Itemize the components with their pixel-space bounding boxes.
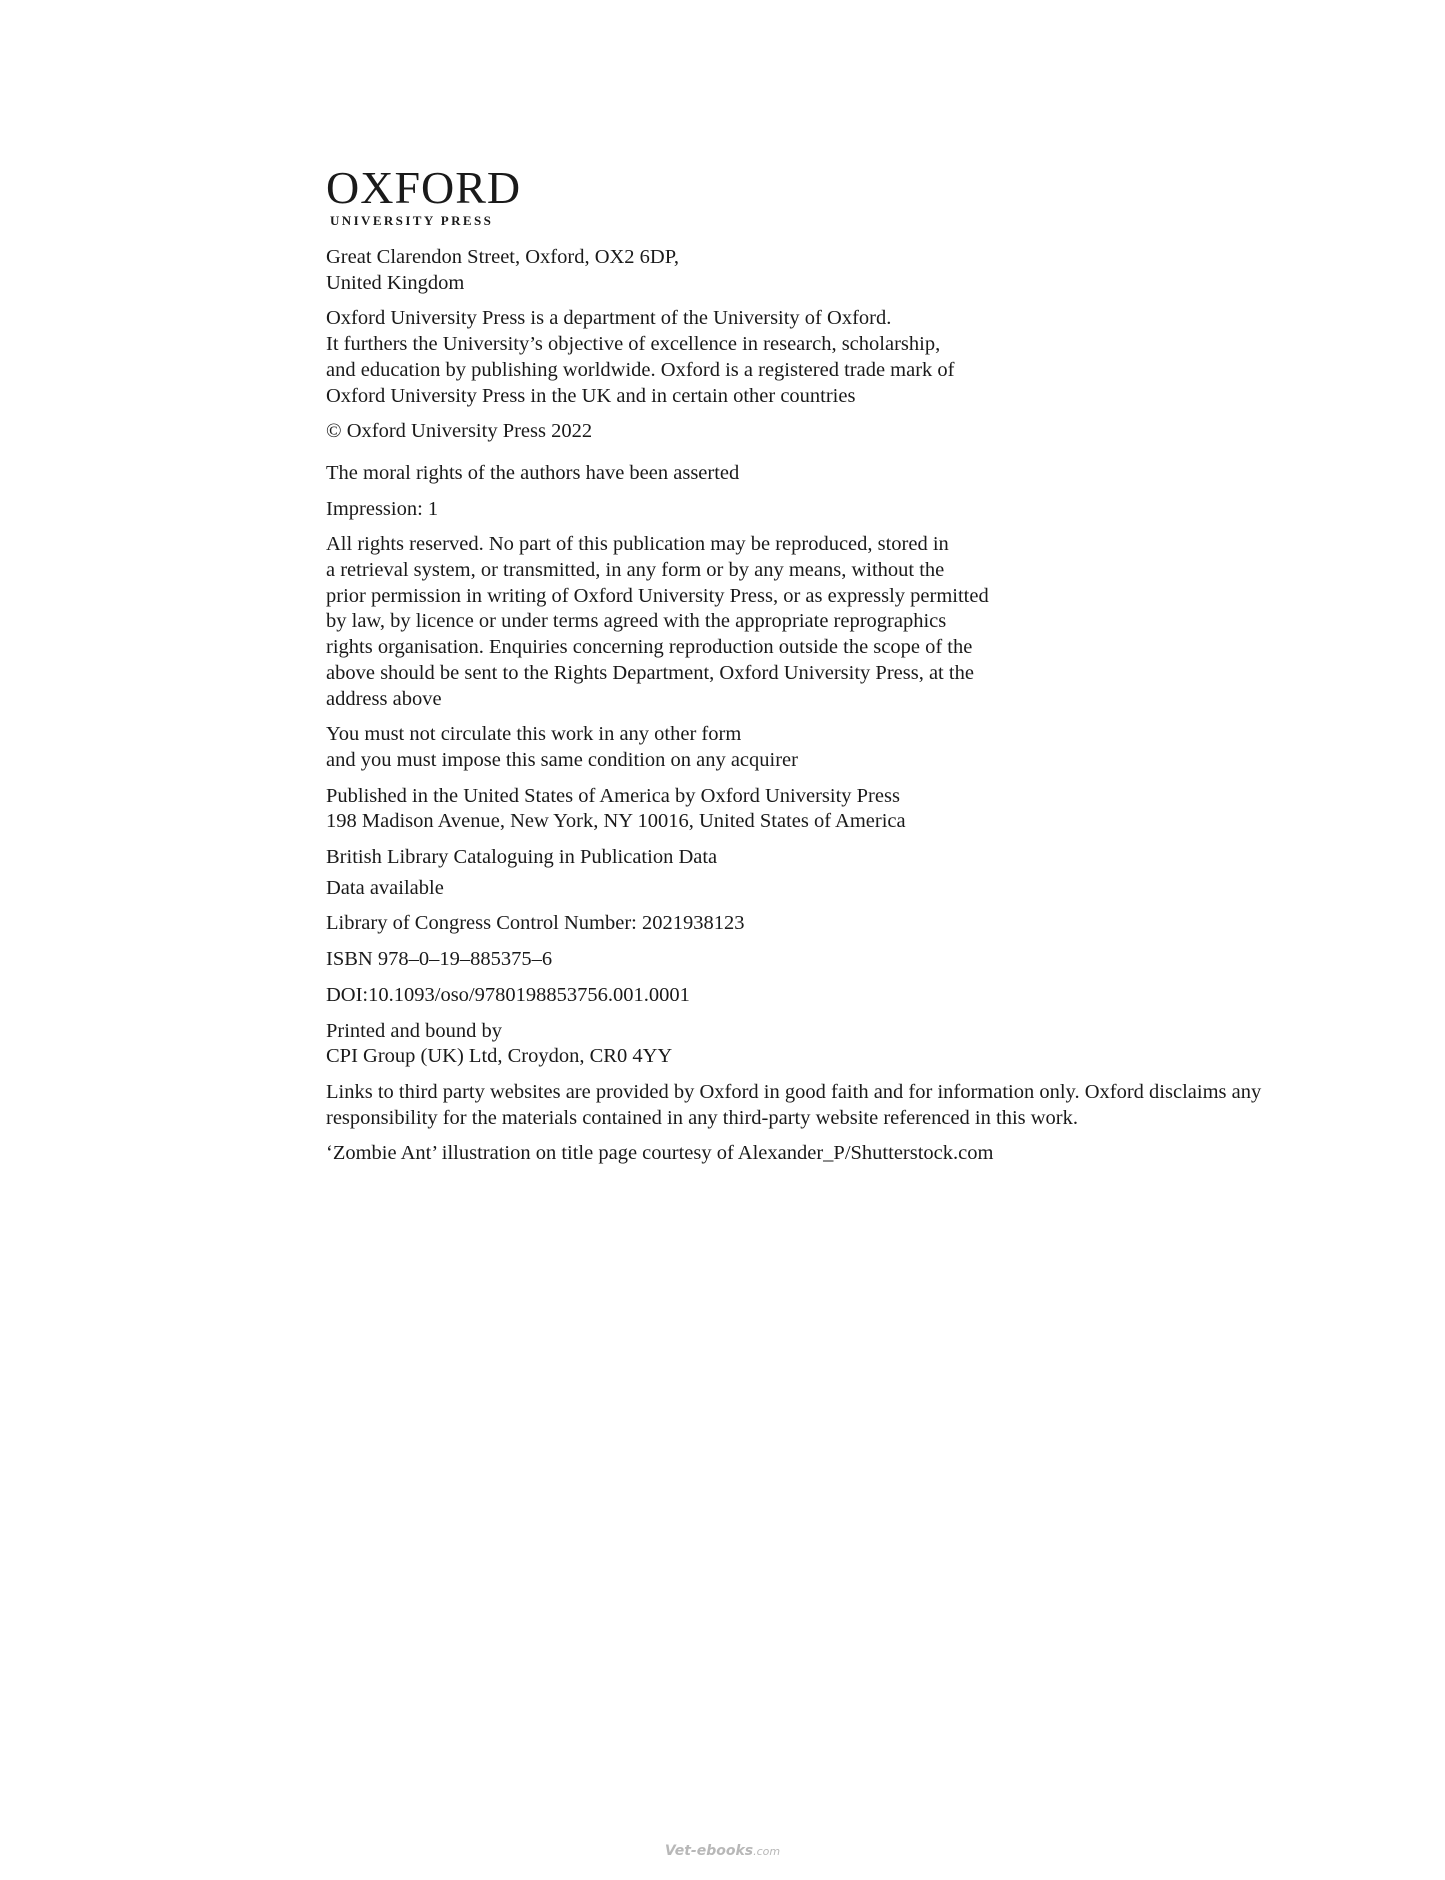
doi: DOI:10.1093/oso/9780198853756.001.0001 <box>326 983 690 1006</box>
watermark <box>0 1843 1445 1859</box>
isbn: ISBN 978–0–19–885375–6 <box>326 948 553 971</box>
rights-line: above should be sent to the Rights Department, Oxford University Press, at the <box>326 661 974 684</box>
printed-line: CPI Group (UK) Ltd, Croydon, CR0 4YY <box>326 1045 673 1068</box>
circulate-line: You must not circulate this work in any other form <box>326 723 742 746</box>
printed-line: Printed and bound by <box>326 1019 502 1042</box>
circulate-line: and you must impose this same condition on any acquirer <box>326 748 798 771</box>
watermark-tld: .com <box>753 1845 781 1858</box>
copyright-notice: © Oxford University Press 2022 <box>326 420 593 443</box>
rights-line: a retrieval system, or transmitted, in any form or by any means, without the <box>326 559 945 582</box>
published-us-line: Published in the United States of America by Oxford University Press <box>326 784 900 807</box>
department-line: Oxford University Press is a department of the University of Oxford. <box>326 307 892 330</box>
printer-info <box>326 1019 1286 1070</box>
us-publication-info <box>326 784 1286 835</box>
links-disclaimer <box>326 1080 1286 1131</box>
published-us-line: 198 Madison Avenue, New York, NY 10016, United States of America <box>326 810 906 833</box>
cataloguing-value: Data available <box>326 876 444 899</box>
department-line: It furthers the University’s objective of excellence in research, scholarship, <box>326 333 941 356</box>
copyright-page <box>326 162 1286 1177</box>
address-line: United Kingdom <box>326 271 465 294</box>
department-line: and education by publishing worldwide. Oxford is a registered trade mark of <box>326 358 955 381</box>
publisher-address <box>326 245 1286 296</box>
rights-reserved-statement <box>326 532 1286 712</box>
illustration-credit: ‘Zombie Ant’ illustration on title page courtesy of Alexander_P/Shutterstock.com <box>326 1142 994 1165</box>
department-line: Oxford University Press in the UK and in certain other countries <box>326 384 856 407</box>
rights-line: All rights reserved. No part of this publication may be reproduced, stored in <box>326 533 949 556</box>
cataloguing-title: British Library Cataloguing in Publication Data <box>326 846 718 869</box>
logo-wordmark: OXFORD <box>326 162 522 213</box>
watermark-brand: Vet-ebooks <box>664 1843 754 1859</box>
rights-line: address above <box>326 687 442 710</box>
rights-line: by law, by licence or under terms agreed with the appropriate reprographics <box>326 610 947 633</box>
circulation-condition <box>326 722 1286 773</box>
loc-control-number: Library of Congress Control Number: 2021938123 <box>326 912 745 935</box>
logo-subtitle: UNIVERSITY PRESS <box>330 213 494 228</box>
oxford-university-press-logo <box>326 162 1286 229</box>
rights-line: prior permission in writing of Oxford University Press, or as expressly permitted <box>326 584 989 607</box>
links-disclaimer-text: Links to third party websites are provided by Oxford in good faith and for information only. Oxford disclaims any responsibility for the materials contained in any third-party website referenced in this work. <box>326 1080 1262 1129</box>
impression-number: Impression: 1 <box>326 497 439 520</box>
moral-rights-statement: The moral rights of the authors have been asserted <box>326 461 740 484</box>
address-line: Great Clarendon Street, Oxford, OX2 6DP, <box>326 246 679 268</box>
rights-line: rights organisation. Enquiries concerning reproduction outside the scope of the <box>326 636 973 659</box>
department-statement <box>326 306 1286 409</box>
